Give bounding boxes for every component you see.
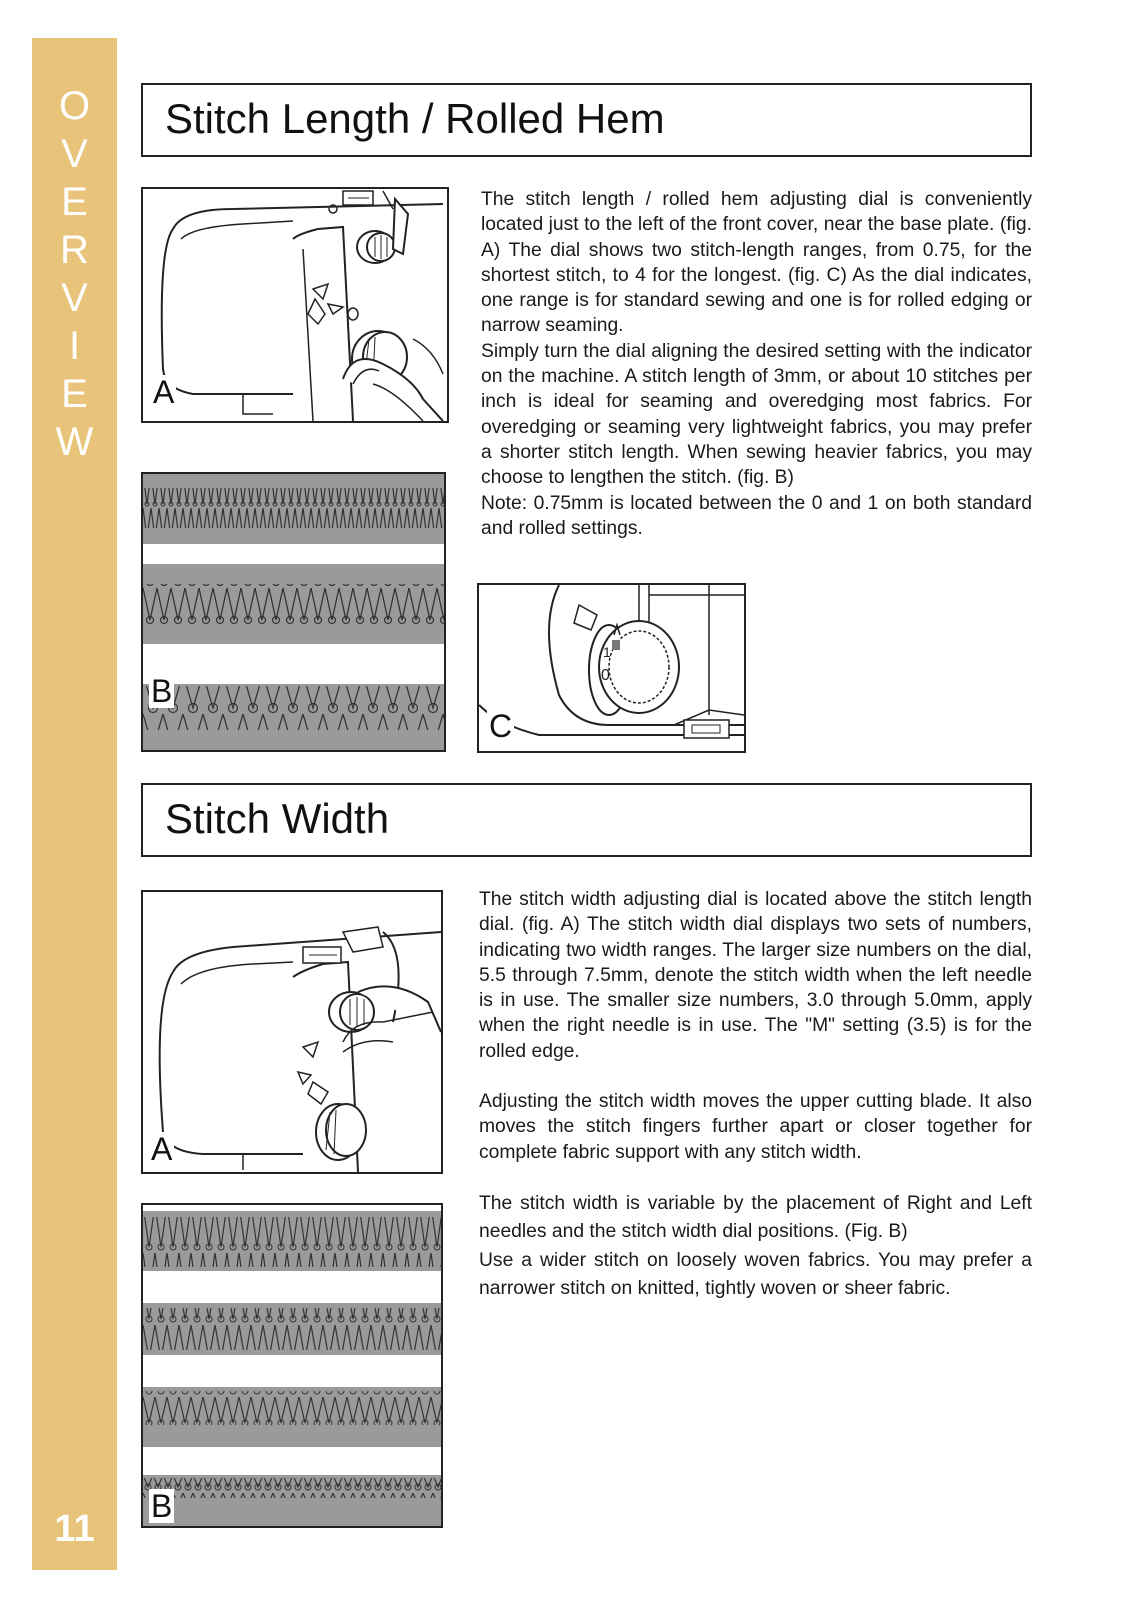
- stitch-samples-illustration: [143, 474, 444, 750]
- figure-a-stitch-length-dial: [141, 187, 449, 423]
- stitch-width-samples-illustration: [143, 1205, 441, 1526]
- machine-illustration: [143, 189, 447, 421]
- section-title-text: Stitch Width: [165, 795, 390, 842]
- paragraph: Use a wider stitch on loosely woven fabrics. You may prefer a narrower stitch on knitted, tightly woven or sheer fabric.: [479, 1249, 1032, 1300]
- figure-b-stitch-width-samples: [141, 1203, 443, 1528]
- paragraph: The stitch width adjusting dial is located above the stitch length dial. (fig. A) The stitch width dial displays two sets of numbers, indicating two width ranges. The larger size numbers on the dial, 5.5 through 7.5mm, denote the stitch width when the left needle is in use. The smaller size numbers, 3.0 through 5.0mm, apply when the right needle is in use. The "M" setting (3.5) is for the rolled edge.: [479, 889, 1032, 1062]
- sidebar-letter: V: [61, 276, 88, 320]
- figure-label-c: C: [489, 708, 513, 744]
- sidebar-letter: O: [58, 84, 91, 128]
- section-title-stitch-length: [141, 83, 1032, 157]
- sidebar-letter: E: [61, 372, 88, 416]
- section2-body-text: [479, 887, 1032, 1304]
- section-title-stitch-width: [141, 783, 1032, 857]
- figure-label-a: A: [151, 1131, 173, 1167]
- sidebar-letter: E: [61, 180, 88, 224]
- paragraph: Adjusting the stitch width moves the upper cutting blade. It also moves the stitch fingers further apart or closer together for complete fabric support with any stitch width.: [479, 1091, 1032, 1163]
- dial-closeup-illustration: [479, 585, 744, 751]
- svg-text:1: 1: [603, 644, 611, 660]
- sidebar-tab: [32, 38, 117, 1570]
- sidebar-letter: V: [61, 132, 88, 176]
- machine-width-illustration: [143, 892, 441, 1172]
- figure-label-b: B: [151, 673, 173, 709]
- page-number: 11: [54, 1508, 95, 1550]
- sidebar-letter: R: [60, 228, 89, 272]
- section-title-text: Stitch Length / Rolled Hem: [165, 95, 665, 142]
- figure-label-a: A: [153, 374, 175, 410]
- figure-label-b: B: [151, 1488, 173, 1524]
- svg-text:0: 0: [601, 667, 610, 684]
- section1-body-text: [481, 187, 1032, 541]
- paragraph: Note: 0.75mm is located between the 0 and 1 on both standard and rolled settings.: [481, 492, 1032, 539]
- figure-b-stitch-length-samples: [141, 472, 446, 752]
- paragraph: The stitch width is variable by the placement of Right and Left needles and the stitch width dial positions. (Fig. B): [479, 1192, 1032, 1243]
- figure-c-dial-closeup: [477, 583, 746, 753]
- paragraph: The stitch length / rolled hem adjusting dial is conveniently located just to the left of the front cover, near the base plate. (fig. A) The dial shows two stitch-length ranges, from 0.75, for the shortest stitch, to 4 for the longest. (fig. C) As the dial indicates, one range is for standard sewing and one is for rolled edging or narrow seaming.: [481, 189, 1032, 337]
- sidebar-letter: W: [55, 420, 94, 464]
- sidebar-letter: I: [68, 324, 81, 368]
- figure-a-stitch-width-dial: [141, 890, 443, 1174]
- sidebar-section-label: [32, 82, 117, 466]
- paragraph: Simply turn the dial aligning the desired setting with the indicator on the machine. A stitch length of 3mm, or about 10 stitches per inch is ideal for seaming and overedging most fabrics. For overedging or seaming very lightweight fabrics, you may prefer a shorter stitch length. When sewing heavier fabrics, you may choose to lengthen the stitch. (fig. B): [481, 340, 1032, 489]
